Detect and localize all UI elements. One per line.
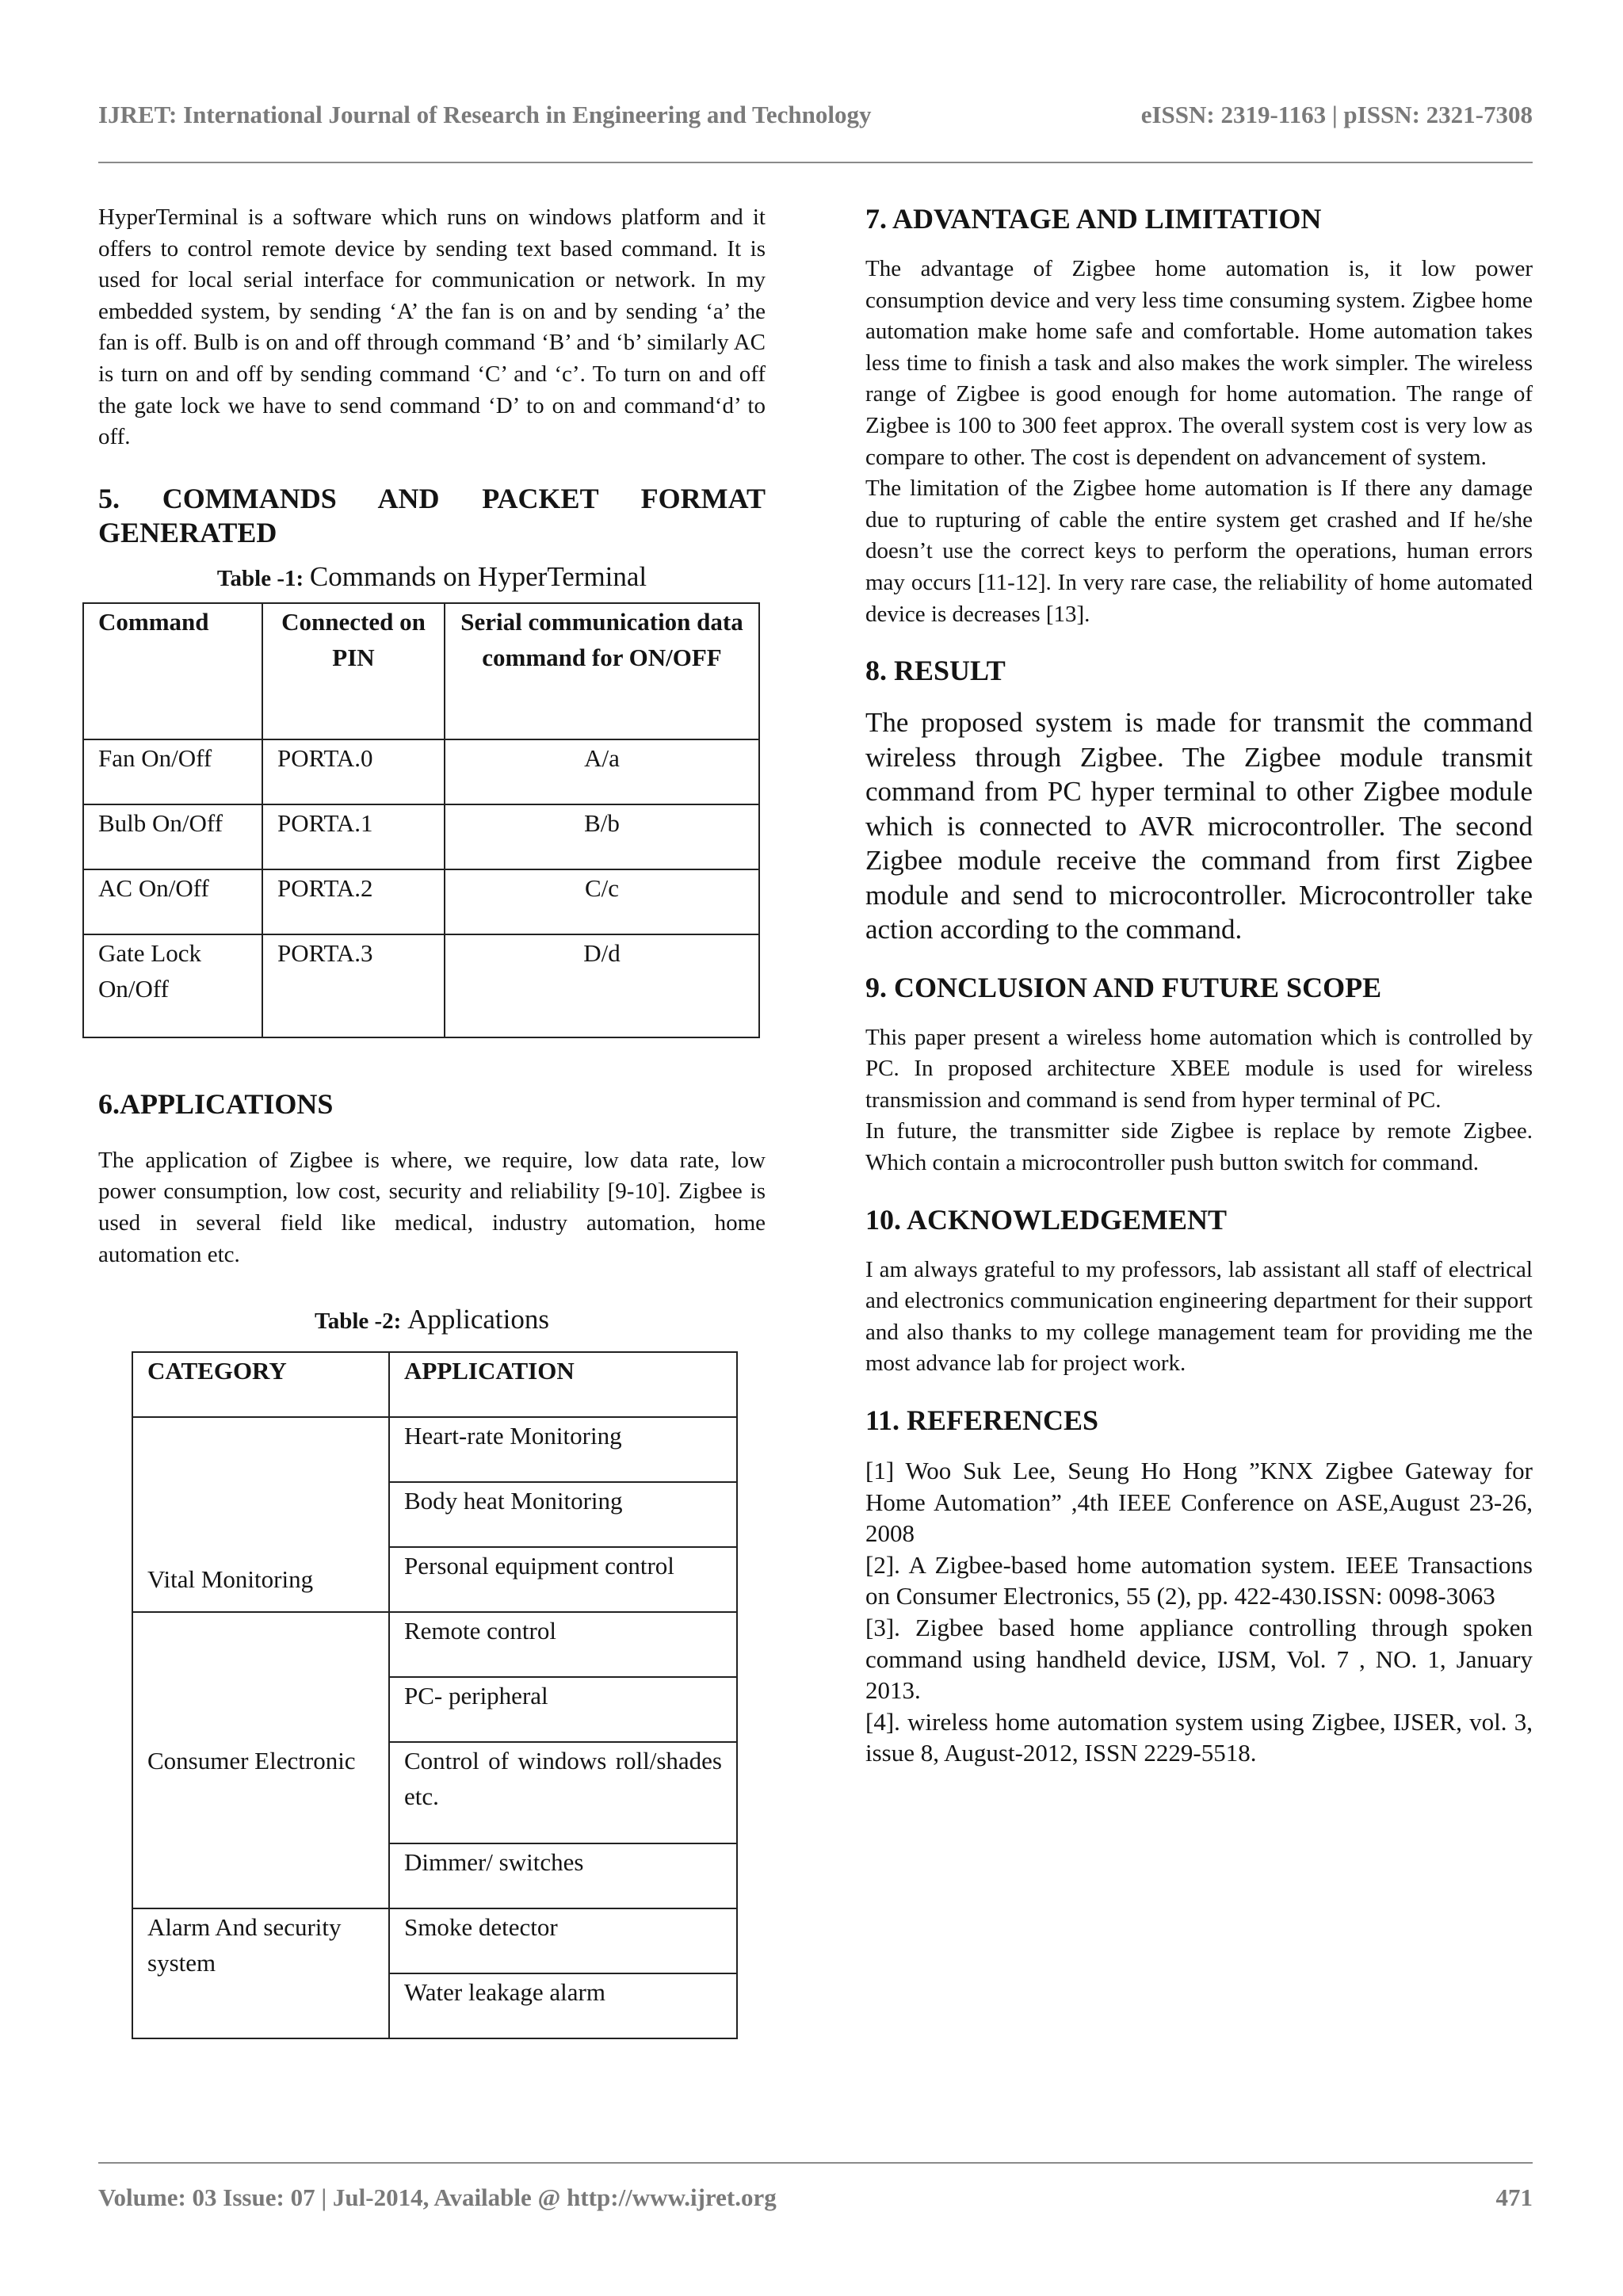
table-header-cell: CATEGORY bbox=[132, 1352, 389, 1417]
left-column bbox=[98, 202, 766, 2039]
section-6-title: 6.APPLICATIONS bbox=[98, 1087, 334, 1120]
table-cell: A/a bbox=[445, 739, 759, 804]
category-cell: Alarm And security system bbox=[132, 1908, 389, 2038]
table-row bbox=[83, 869, 759, 934]
table-1-label: Table -1: bbox=[216, 565, 304, 591]
application-cell: Heart-rate Monitoring bbox=[389, 1417, 737, 1482]
table-cell: PORTA.3 bbox=[262, 934, 445, 1037]
page-number: 471 bbox=[1495, 2183, 1533, 2211]
section-6-paragraph: The application of Zigbee is where, we require, low data rate, low power consumption, low cost, security and reliability [9-10]. Zigbee is used in several field like medical, industry automation, home automation etc. bbox=[98, 1147, 766, 1267]
right-column bbox=[865, 202, 1533, 1769]
application-cell: Personal equipment control bbox=[389, 1547, 737, 1612]
table-cell: PORTA.1 bbox=[262, 804, 445, 869]
issn-info: eISSN: 2319-1163 | pISSN: 2321-7308 bbox=[1140, 101, 1533, 128]
table-cell: AC On/Off bbox=[83, 869, 262, 934]
section-10-paragraph: I am always grateful to my professors, lab assistant all staff of electrical and electronics communication engineering department for their support and also thanks to my college management team for providing me the most advance lab for project work. bbox=[865, 1256, 1533, 1377]
table-row bbox=[83, 804, 759, 869]
journal-title: IJRET: International Journal of Research in Engineering and Technology bbox=[98, 101, 872, 128]
reference-item: [4]. wireless home automation system using Zigbee, IJSER, vol. 3, issue 8, August-2012, ISSN 2229-5518. bbox=[865, 1707, 1533, 1767]
table-2-caption bbox=[98, 1304, 766, 1337]
table-cell: Fan On/Off bbox=[83, 739, 262, 804]
application-cell: Body heat Monitoring bbox=[389, 1482, 737, 1547]
section-9-paragraph-2: In future, the transmitter side Zigbee is replace by remote Zigbee. Which contain a microcontroller push button switch for command. bbox=[865, 1118, 1533, 1175]
table-row bbox=[83, 934, 759, 1037]
section-10-title: 10. ACKNOWLEDGEMENT bbox=[865, 1203, 1228, 1236]
commands-table bbox=[82, 602, 760, 1038]
section-9-paragraph-1: This paper present a wireless home automation which is controlled by PC. In proposed architecture XBEE module is used for wireless transmission and command is send from hyper terminal of PC. bbox=[865, 1024, 1533, 1113]
table-row bbox=[132, 1417, 737, 1482]
table-header-cell: APPLICATION bbox=[389, 1352, 737, 1417]
table-header-row bbox=[132, 1352, 737, 1417]
table-cell: C/c bbox=[445, 869, 759, 934]
application-cell: PC- peripheral bbox=[389, 1677, 737, 1742]
section-11-title: 11. REFERENCES bbox=[865, 1404, 1099, 1436]
table-header-cell: Serial communication data command for ON/OFF bbox=[445, 603, 759, 739]
table-row bbox=[132, 1908, 737, 1973]
header-rule bbox=[98, 162, 1533, 163]
section-8-paragraph: The proposed system is made for transmit the command wireless through Zigbee. The Zigbee module transmit command from PC hyper terminal to other Zigbee module which is connected to AVR microcontroller. The second Zigbee module receive the command from first Zigbee module and send to microcontroller. Microcontroller take action according to the command. bbox=[865, 707, 1533, 946]
application-cell: Control of windows roll/shades etc. bbox=[389, 1742, 737, 1843]
reference-item: [2]. A Zigbee-based home automation system. IEEE Transactions on Consumer Electronics, 55 (2), pp. 422-430.ISSN: 0098-3063 bbox=[865, 1550, 1533, 1610]
table-cell: B/b bbox=[445, 804, 759, 869]
table-cell: PORTA.0 bbox=[262, 739, 445, 804]
table-header-cell: Command bbox=[83, 603, 262, 739]
table-cell: PORTA.2 bbox=[262, 869, 445, 934]
table-2-label: Table -2: bbox=[315, 1308, 402, 1335]
section-7-paragraph-2: The limitation of the Zigbee home automation is If there any damage due to rupturing of cable the entire system get crashed and If he/she doesn’t use the correct keys to perform the operations, human errors may occurs [11-12]. In very rare case, the reliability of home automated device is decreases [13]. bbox=[865, 476, 1533, 627]
table-row bbox=[83, 739, 759, 804]
table-cell: D/d bbox=[445, 934, 759, 1037]
section-8-title: 8. RESULT bbox=[865, 655, 1006, 687]
table-1-caption-text: Commands on HyperTerminal bbox=[309, 560, 647, 592]
application-cell: Smoke detector bbox=[389, 1908, 737, 1973]
intro-paragraph: HyperTerminal is a software which runs on windows platform and it offers to control remote device by sending text based command. It is used for local serial interface for communication or network. In my embedded system, by sending ‘A’ the fan is on and by sending ‘a’ the fan is off. Bulb is on and off through command ‘B’ and ‘b’ similarly AC is turn on and off by sending command ‘C’ and ‘c’. To turn on and off the gate lock we have to send command ‘D’ to on and command‘d’ to off. bbox=[98, 204, 766, 450]
applications-table bbox=[132, 1351, 738, 2039]
application-cell: Water leakage alarm bbox=[389, 1973, 737, 2038]
application-cell: Dimmer/ switches bbox=[389, 1843, 737, 1908]
table-row bbox=[132, 1612, 737, 1677]
section-9-title: 9. CONCLUSION AND FUTURE SCOPE bbox=[865, 971, 1382, 1003]
table-2-caption-text: Applications bbox=[407, 1304, 549, 1335]
section-7-paragraph-1: The advantage of Zigbee home automation is, it low power consumption device and very less time consuming system. Zigbee home automation make home safe and comfortable. Home automation takes less time to finish a task and also makes the work simpler. The wireless range of Zigbee is good enough for home automation. The range of Zigbee is 100 to 300 feet approx. The overall system cost is very low as compare to other. The cost is dependent on advancement of system. bbox=[865, 256, 1533, 470]
section-5-title: 5. COMMANDS AND PACKET FORMAT GENERATED bbox=[98, 482, 766, 548]
table-cell: Gate Lock On/Off bbox=[83, 934, 262, 1037]
table-cell: Bulb On/Off bbox=[83, 804, 262, 869]
table-1-caption bbox=[98, 561, 766, 594]
footer-rule bbox=[98, 2162, 1533, 2164]
footer-volume: Volume: 03 Issue: 07 | Jul-2014, Available @ http://www.ijret.org bbox=[98, 2183, 777, 2211]
table-header-row bbox=[83, 603, 759, 739]
application-cell: Remote control bbox=[389, 1612, 737, 1677]
reference-item: [3]. Zigbee based home appliance controlling through spoken command using handheld device, IJSM, Vol. 7 , NO. 1, January 2013. bbox=[865, 1613, 1533, 1705]
table-header-cell: Connected on PIN bbox=[262, 603, 445, 739]
category-cell: Consumer Electronic bbox=[132, 1612, 389, 1908]
reference-item: [1] Woo Suk Lee, Seung Ho Hong ”KNX Zigbee Gateway for Home Automation” ,4th IEEE Conference on ASE,August 23-26, 2008 bbox=[865, 1456, 1533, 1548]
category-cell: Vital Monitoring bbox=[132, 1417, 389, 1612]
section-7-title: 7. ADVANTAGE AND LIMITATION bbox=[865, 203, 1322, 235]
